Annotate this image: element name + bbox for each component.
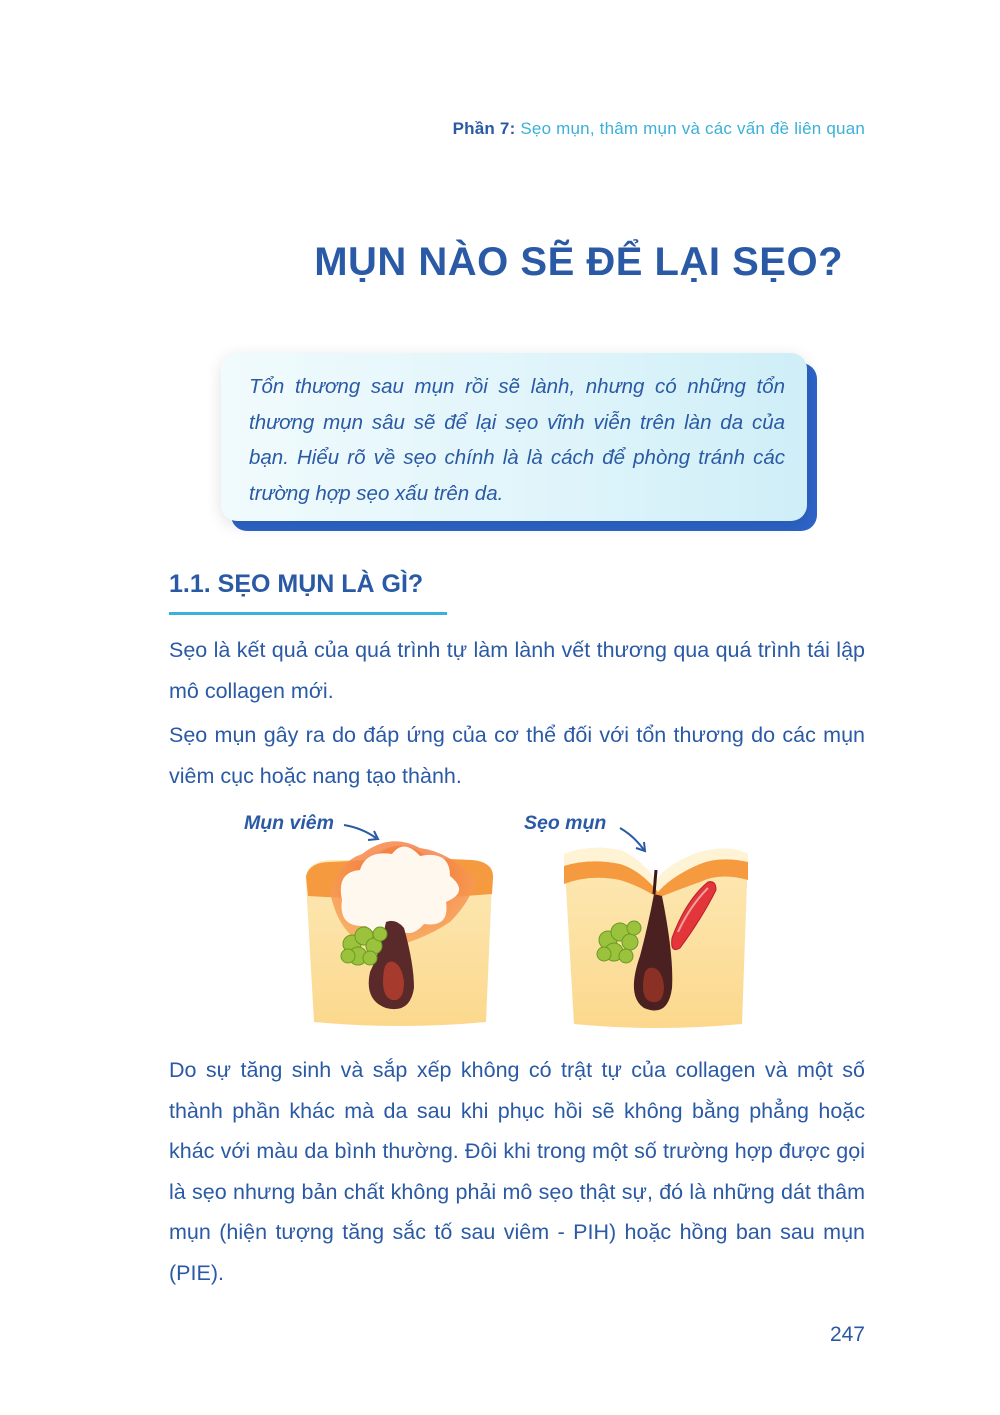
- intro-text: Tổn thương sau mụn rồi sẽ lành, nhưng có những tổn thương mụn sâu sẽ để lại sẹo vĩnh viễn trên làn da của bạn. Hiểu rõ về sẹo chính là là cách để phòng tránh các trường hợp sẹo xấu trên da.: [249, 375, 785, 505]
- running-header: [453, 119, 865, 139]
- paragraph-scar-definition: Sẹo là kết quả của quá trình tự làm lành vết thương qua quá trình tái lập mô collagen mới.: [169, 638, 865, 703]
- intro-callout-box: [221, 353, 807, 521]
- page-title: MỤN NÀO SẼ ĐỂ LẠI SẸO?: [314, 240, 843, 284]
- inflamed-acne-illustration: [300, 832, 500, 1032]
- paragraph-acne-scar-cause: Sẹo mụn gây ra do đáp ứng của cơ thể đối với tổn thương do các mụn viêm cục hoặc nang tạo thành.: [169, 723, 865, 788]
- part-label: Phần 7:: [452, 119, 516, 138]
- part-title: Sẹo mụn, thâm mụn và các vấn đề liên quan: [520, 119, 865, 138]
- section-underline: [169, 612, 447, 615]
- section-heading: 1.1. SẸO MỤN LÀ GÌ?: [169, 570, 424, 598]
- intro-callout: [221, 353, 817, 531]
- label-inflamed-acne: Mụn viêm: [244, 812, 334, 834]
- page-number: 247: [829, 1323, 865, 1346]
- paragraph-scar-formation: Do sự tăng sinh và sắp xếp không có trật tự của collagen và một số thành phần khác mà da sau khi phục hồi sẽ không bằng phẳng hoặc khác với màu da bình thường. Đôi khi trong một số trường hợp được gọi là sẹo nhưng bản chất không phải mô sẹo thật sự, đó là những dát thâm mụn (hiện tượng tăng sắc tố sau viêm - PIH) hoặc hồng ban sau mụn (PIE).: [169, 1058, 865, 1285]
- acne-scar-illustration: [560, 836, 755, 1032]
- label-acne-scar: Sẹo mụn: [524, 812, 607, 834]
